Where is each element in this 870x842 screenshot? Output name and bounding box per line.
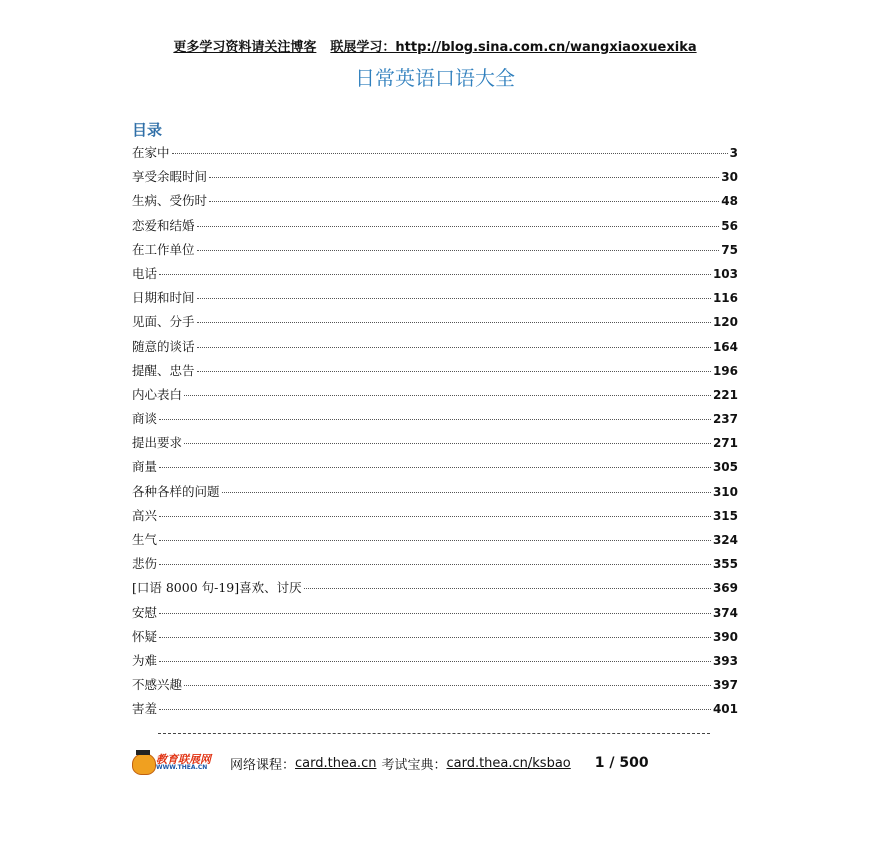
toc-row[interactable]: [132, 603, 738, 627]
toc-entry-label: 随意的谈话: [132, 338, 195, 354]
toc-row[interactable]: [132, 506, 738, 530]
toc-row[interactable]: [132, 699, 738, 723]
toc-entry-page: 237: [712, 412, 738, 427]
toc-entry-page: 164: [712, 339, 738, 354]
toc-row[interactable]: [132, 651, 738, 675]
graduation-cap-icon: [136, 750, 150, 755]
toc-dot-leader: [197, 250, 720, 251]
toc-dot-leader: [209, 201, 719, 202]
document-title: 日常英语口语大全: [355, 66, 515, 90]
header-blog-link[interactable]: 联展学习：http://blog.sina.com.cn/wangxiaoxuexika: [330, 40, 697, 55]
exam-label: 考试宝典：: [381, 757, 447, 773]
toc-dot-leader: [159, 419, 711, 420]
toc-dot-leader: [184, 685, 711, 686]
toc-dot-leader: [197, 347, 711, 348]
toc-entry-page: 271: [712, 436, 738, 451]
toc-row[interactable]: [132, 167, 738, 191]
toc-entry-page: 315: [712, 508, 738, 523]
toc-row[interactable]: [132, 191, 738, 215]
logo-url-text: WWW.THEA.CN: [156, 764, 208, 771]
toc-entry-page: 196: [712, 363, 738, 378]
toc-entry-page: 369: [712, 581, 738, 596]
toc-row[interactable]: [132, 143, 738, 167]
toc-entry-label: 见面、分手: [132, 314, 195, 330]
toc-row[interactable]: [132, 554, 738, 578]
toc-row[interactable]: [132, 216, 738, 240]
toc-row[interactable]: [132, 433, 738, 457]
toc-dot-leader: [159, 564, 711, 565]
toc-entry-label: 安慰: [132, 604, 158, 620]
toc-entry-label: 提醒、忠告: [132, 362, 195, 378]
toc-row[interactable]: [132, 578, 738, 602]
toc-entry-label: 生病、受伤时: [132, 193, 208, 209]
toc-entry-label: 害羞: [132, 701, 158, 717]
table-of-contents: [132, 143, 738, 724]
toc-dot-leader: [184, 443, 711, 444]
toc-dot-leader: [304, 588, 711, 589]
toc-entry-label: 恋爱和结婚: [132, 217, 195, 233]
toc-entry-label: [口语 8000 句-19]喜欢、讨厌: [132, 580, 302, 596]
toc-dot-leader: [184, 395, 711, 396]
toc-entry-page: 116: [712, 291, 738, 306]
toc-row[interactable]: [132, 337, 738, 361]
exam-link[interactable]: card.thea.cn/ksbao: [446, 755, 571, 771]
toc-row[interactable]: [132, 240, 738, 264]
toc-dot-leader: [159, 540, 711, 541]
toc-dot-leader: [197, 371, 711, 372]
toc-dot-leader: [197, 322, 711, 323]
toc-entry-label: 不感兴趣: [132, 677, 183, 693]
site-logo[interactable]: [130, 751, 228, 775]
toc-entry-page: 103: [712, 266, 738, 281]
toc-entry-page: 355: [712, 557, 738, 572]
toc-row[interactable]: [132, 264, 738, 288]
toc-heading: 目录: [132, 121, 163, 139]
toc-entry-page: 56: [721, 218, 738, 233]
toc-dot-leader: [159, 613, 711, 614]
toc-entry-page: 397: [712, 678, 738, 693]
courses-link[interactable]: card.thea.cn: [295, 755, 377, 771]
toc-entry-page: 401: [712, 702, 738, 717]
toc-entry-label: 在工作单位: [132, 241, 195, 257]
toc-entry-page: 3: [729, 146, 738, 160]
toc-row[interactable]: [132, 385, 738, 409]
toc-dot-leader: [172, 153, 728, 154]
toc-entry-label: 悲伤: [132, 556, 158, 572]
logo-brand-text: 教育联展网: [156, 753, 211, 766]
toc-dot-leader: [159, 709, 711, 710]
footer-divider: [158, 733, 710, 734]
toc-dot-leader: [159, 516, 711, 517]
toc-row[interactable]: [132, 457, 738, 481]
toc-entry-label: 商量: [132, 459, 158, 475]
toc-entry-label: 为难: [132, 652, 158, 668]
toc-entry-label: 商谈: [132, 411, 158, 427]
courses-label: 网络课程：: [230, 757, 296, 773]
toc-entry-page: 374: [712, 605, 738, 620]
toc-entry-label: 日期和时间: [132, 290, 195, 306]
toc-entry-page: 48: [721, 194, 738, 209]
toc-entry-label: 高兴: [132, 507, 158, 523]
toc-row[interactable]: [132, 288, 738, 312]
page-header: [0, 36, 870, 55]
toc-dot-leader: [159, 467, 711, 468]
header-blog-notice: 更多学习资料请关注博客: [173, 40, 317, 55]
toc-row[interactable]: [132, 312, 738, 336]
toc-dot-leader: [197, 298, 711, 299]
toc-entry-page: 221: [712, 387, 738, 402]
toc-dot-leader: [159, 661, 711, 662]
toc-entry-page: 30: [721, 170, 738, 185]
toc-dot-leader: [222, 492, 711, 493]
toc-entry-page: 305: [712, 460, 738, 475]
page-footer: [130, 750, 649, 776]
toc-entry-page: 310: [712, 484, 738, 499]
toc-entry-label: 怀疑: [132, 628, 158, 644]
toc-entry-label: 各种各样的问题: [132, 483, 220, 499]
toc-row[interactable]: [132, 530, 738, 554]
toc-entry-page: 393: [712, 653, 738, 668]
toc-entry-label: 内心表白: [132, 386, 183, 402]
toc-row[interactable]: [132, 675, 738, 699]
toc-entry-label: 享受余暇时间: [132, 169, 208, 185]
toc-entry-page: 324: [712, 533, 738, 547]
toc-row[interactable]: [132, 409, 738, 433]
toc-entry-label: 在家中: [132, 145, 170, 160]
toc-row[interactable]: [132, 361, 738, 385]
toc-entry-label: 电话: [132, 265, 158, 281]
page-indicator: 1 / 500: [594, 755, 649, 771]
toc-row[interactable]: [132, 482, 738, 506]
toc-dot-leader: [209, 177, 719, 178]
mascot-icon: [132, 753, 156, 775]
toc-dot-leader: [197, 226, 720, 227]
toc-entry-page: 390: [712, 629, 738, 644]
toc-entry-label: 提出要求: [132, 435, 183, 451]
toc-entry-page: 120: [712, 315, 738, 330]
toc-entry-page: 75: [721, 242, 738, 257]
toc-dot-leader: [159, 274, 711, 275]
toc-entry-label: 生气: [132, 532, 158, 547]
toc-row[interactable]: [132, 627, 738, 651]
toc-dot-leader: [159, 637, 711, 638]
